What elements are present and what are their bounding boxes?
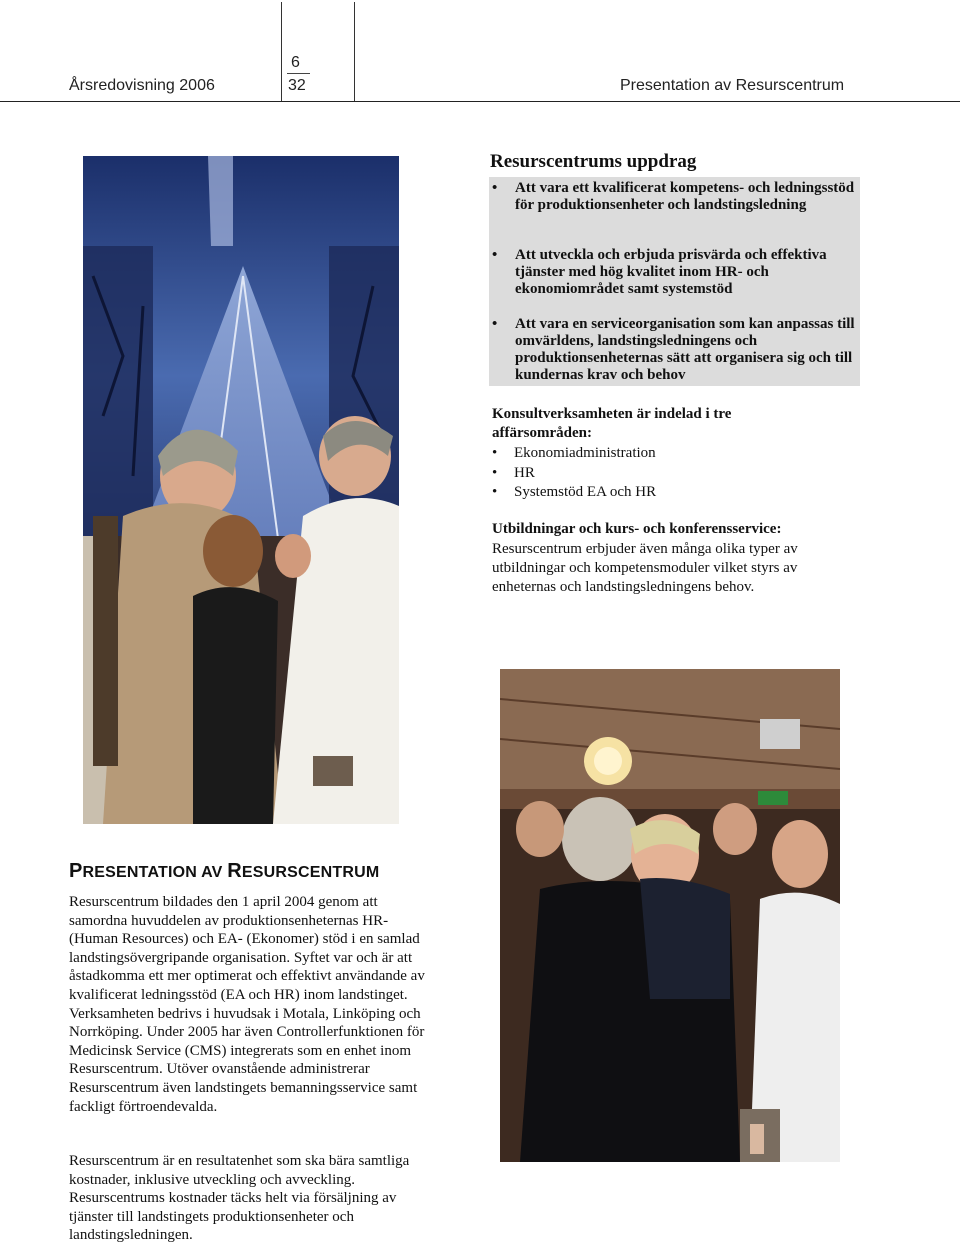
training-text: Resurscentrum erbjuder även många olika typer av utbildningar och kompetensmoduler vilket styrs av enheternas och landstingsledningens behov. bbox=[492, 541, 798, 595]
presentation-paragraph-2: Resurscentrum är en resultatenhet som ska bära samtliga kostnader, inklusive utveckling och avveckling. Resurscentrums kostnader täcks helt via försäljning av tjänster till landstingets produktionsenheter och landstingsledningen. bbox=[69, 1153, 410, 1244]
header-divider-left bbox=[281, 2, 282, 101]
section-title: Presentation av Resurscentrum bbox=[620, 77, 845, 94]
consulting-heading: Konsultverksamheten är indelad i tre affärsområden: bbox=[492, 406, 732, 441]
mission-item: • Att vara en serviceorganisation som kan anpassas till omvärldens, landstingsledningens och produktionsenheternas sätt att organisera sig och till kundernas krav och behov bbox=[489, 316, 857, 384]
page-number: 6 bbox=[291, 54, 300, 71]
document-title: Årsredovisning 2006 bbox=[69, 77, 215, 94]
page-total: 32 bbox=[288, 77, 306, 94]
mission-title: Resurscentrums uppdrag bbox=[490, 151, 697, 172]
area-item: • Ekonomiadministration bbox=[490, 444, 850, 464]
area-item: • HR bbox=[490, 464, 850, 484]
header-divider-right bbox=[354, 2, 355, 101]
presentation-title: PRESENTATION AV RESURSCENTRUM bbox=[69, 860, 380, 882]
area-item: • Systemstöd EA och HR bbox=[490, 483, 850, 503]
photo-celebration-hug bbox=[500, 669, 840, 1162]
presentation-paragraph-1: Resurscentrum bildades den 1 april 2004 genom att samordna huvuddelen av produktionsenheternas HR- (Human Resources) och EA- (Ekonomer) stöd i en samlad landstingsövergripande organisation. Syftet var och är att åstadkomma ett mer optimerat och effektivt användande av kvalificerat ledningsstöd (EA och HR) inom landstinget. Verksamheten bedrivs i huvudsak i Motala, Linköping och Norrköping. Under 2005 har även Controllerfunktionen för Medicinsk Service (CMS) integrerats som en enhet inom Resurscentrum. Utöver ovanstående administrerar Resurscentrum även landstingets bemanningsservice samt fackligt förtroendevalda. bbox=[69, 894, 425, 1115]
training-heading: Utbildningar och kurs- och konferensservice: bbox=[492, 521, 782, 537]
consulting-areas bbox=[490, 444, 850, 503]
mission-box bbox=[489, 177, 860, 386]
header-rule bbox=[0, 101, 960, 102]
photo-reception-people bbox=[83, 156, 399, 824]
mission-item: • Att utveckla och erbjuda prisvärda och effektiva tjänster med hög kvalitet inom HR- och ekonomiområdet samt systemstöd bbox=[489, 247, 855, 298]
mission-item: • Att vara ett kvalificerat kompetens- och ledningsstöd för produktionsenheter och landstingsledning bbox=[489, 180, 855, 214]
page-fraction-line bbox=[287, 73, 310, 74]
